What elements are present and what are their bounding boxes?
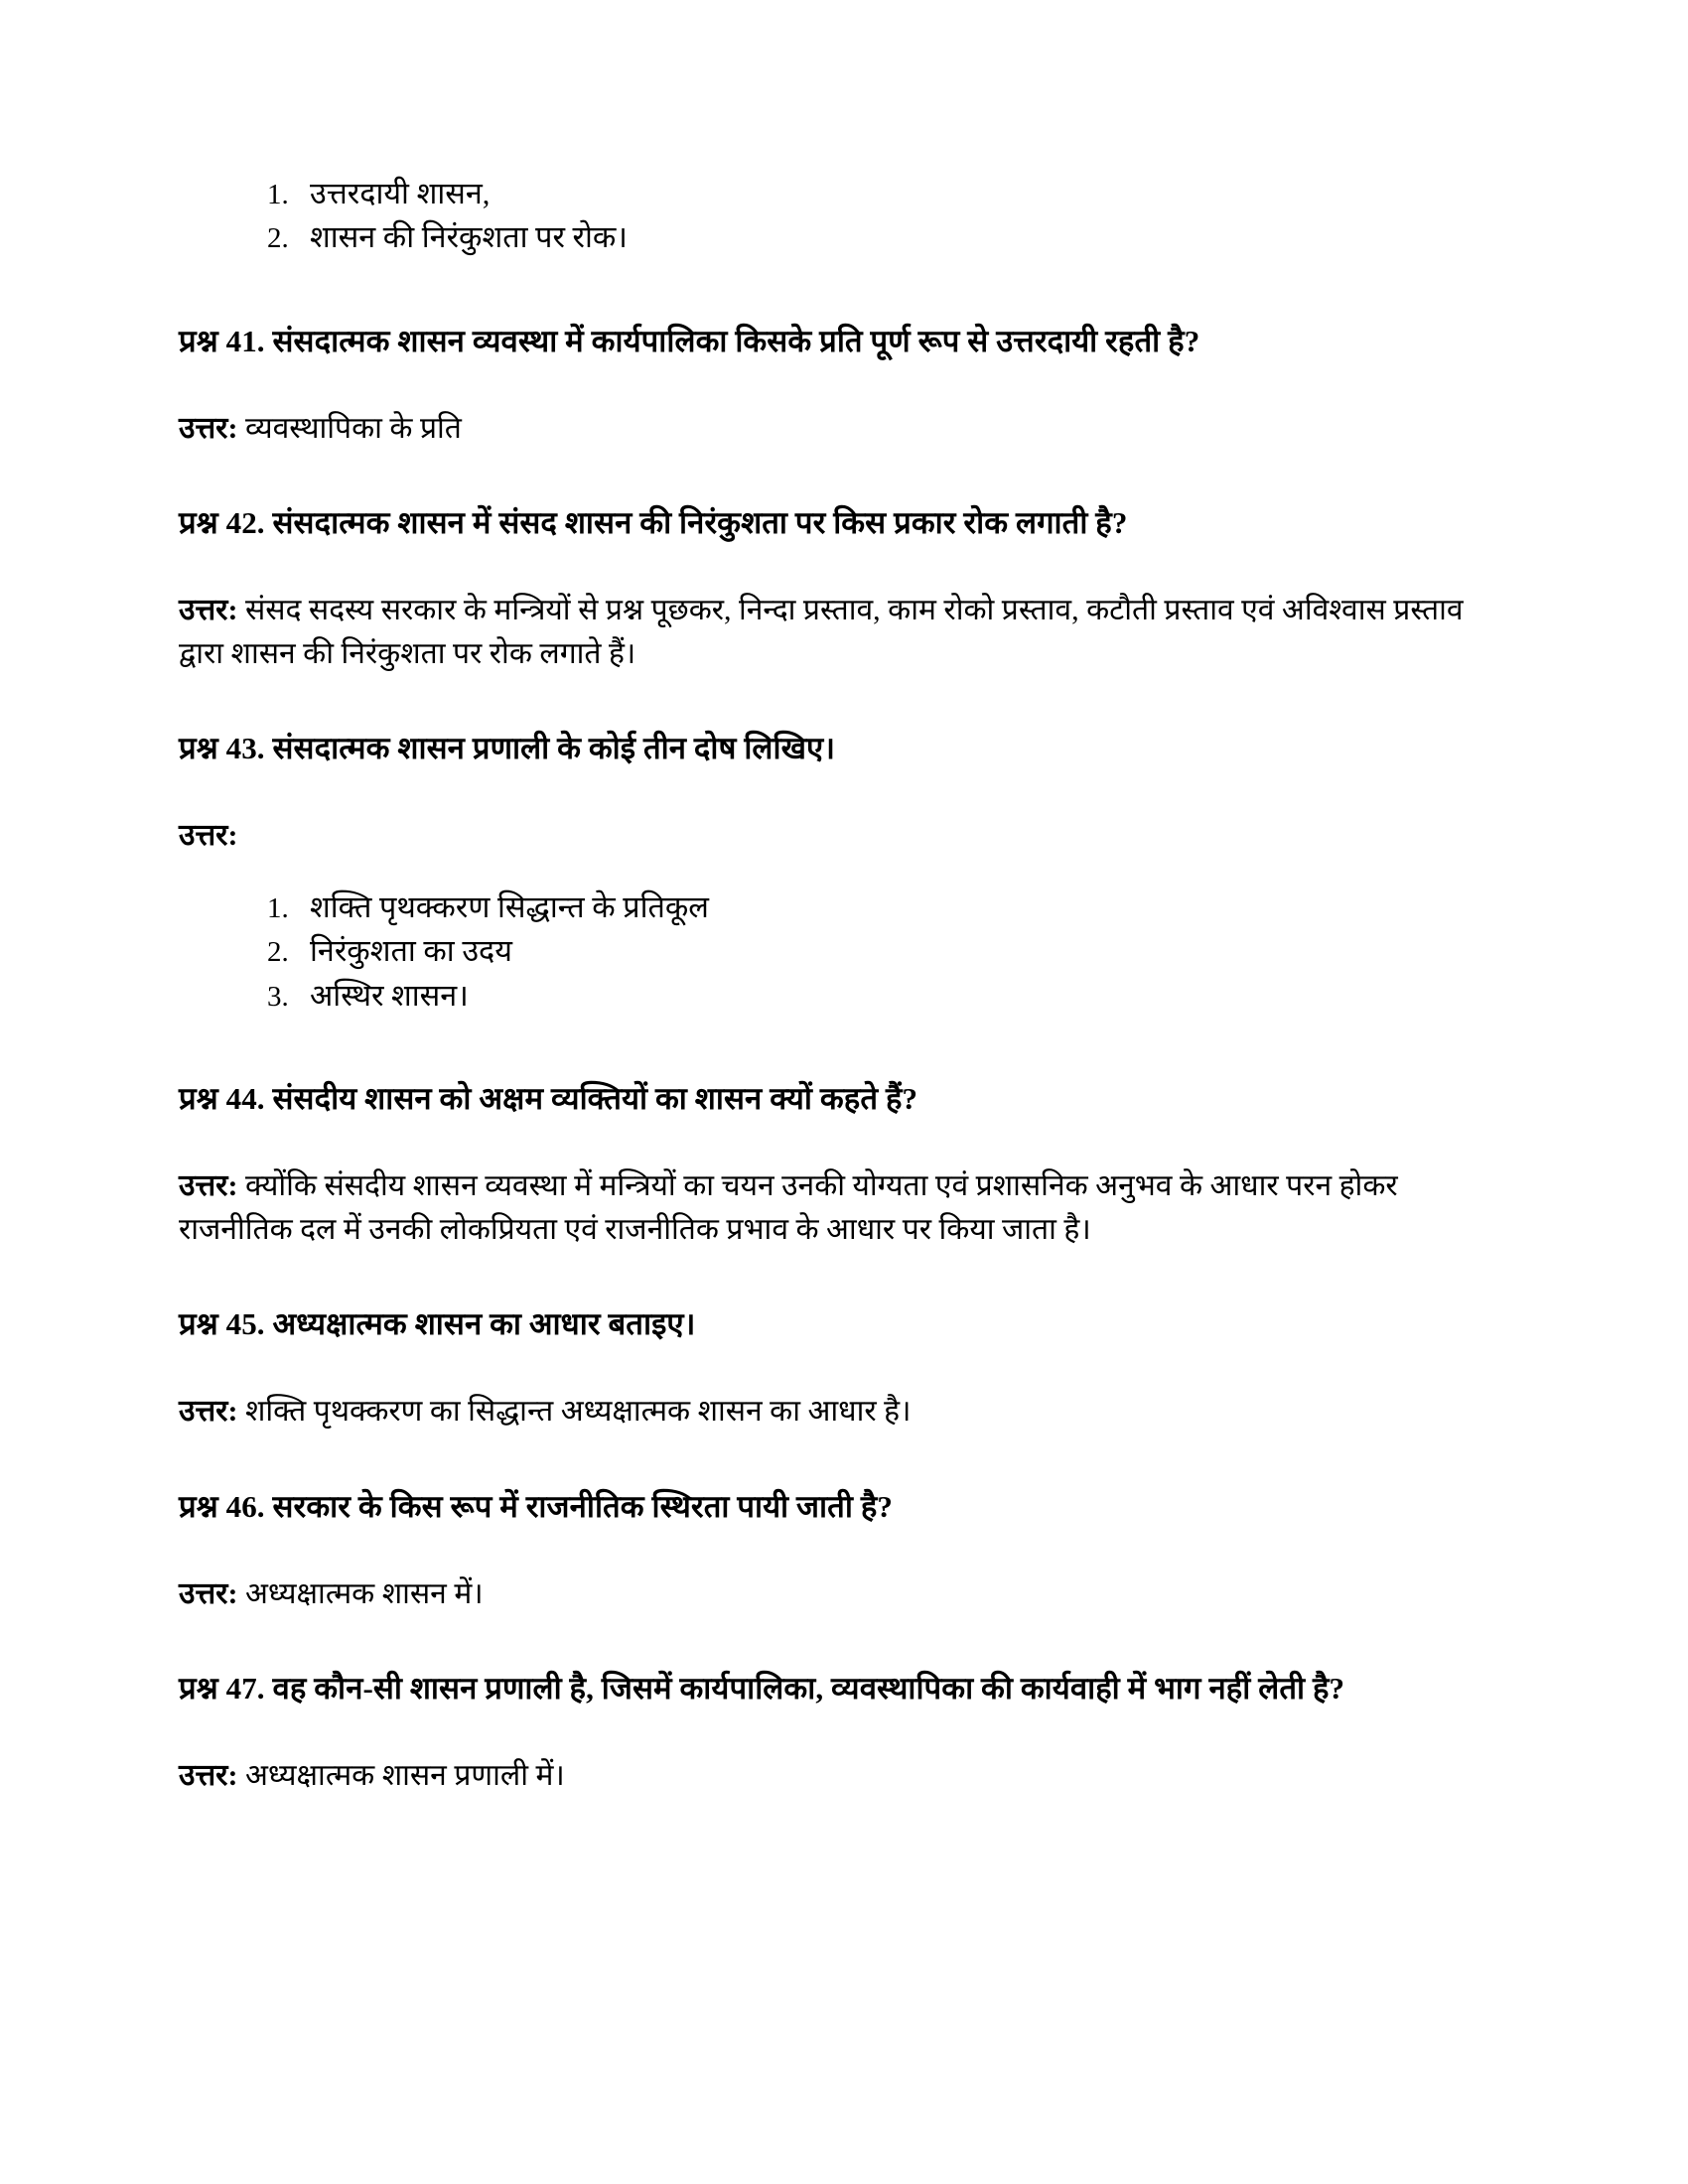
list-item: 1. उत्तरदायी शासन, bbox=[296, 174, 1475, 214]
answer-text: शक्ति पृथक्करण का सिद्धान्त अध्यक्षात्मक शासन का आधार है। bbox=[244, 1395, 912, 1429]
answer-44 bbox=[179, 1164, 1475, 1251]
list-item: 2. शासन की निरंकुशता पर रोक। bbox=[296, 217, 1475, 258]
spacer bbox=[179, 1121, 1475, 1164]
answer-label: उत्तर: bbox=[179, 819, 238, 853]
answer-text: क्योंकि संसदीय शासन व्यवस्था में मन्त्रियों का चयन उनकी योग्यता एवं प्रशासनिक अनुभव के आधार परन होकर राजनीतिक दल में उनकी लोकप्रियता एवं राजनीतिक प्रभाव के आधार पर किया जाता है। bbox=[179, 1169, 1398, 1246]
spacer bbox=[179, 545, 1475, 589]
spacer bbox=[179, 1710, 1475, 1754]
spacer bbox=[179, 450, 1475, 501]
question-41: प्रश्न 41. संसदात्मक शासन व्यवस्था में कार्यपालिका किसके प्रति पूर्ण रूप से उत्तरदायी रहती है? bbox=[179, 323, 1200, 358]
answer-label: उत्तर: bbox=[179, 1576, 238, 1610]
answer-text: अध्यक्षात्मक शासन प्रणाली में। bbox=[244, 1759, 565, 1793]
intro-numbered-list bbox=[179, 174, 1475, 259]
list-item: 2. निरंकुशता का उदय bbox=[296, 931, 1475, 972]
spacer bbox=[179, 675, 1475, 727]
spacer bbox=[179, 1020, 1475, 1077]
answer-46 bbox=[179, 1572, 1475, 1616]
spacer bbox=[179, 1251, 1475, 1302]
question-47: प्रश्न 47. वह कौन-सी शासन प्रणाली है, जिसमें कार्यपालिका, व्यवस्थापिका की कार्यवाही में भाग नहीं लेती है? bbox=[179, 1671, 1345, 1706]
spacer bbox=[179, 262, 1475, 320]
answer-label: उत्तर: bbox=[179, 411, 238, 445]
answer-label: उत्तर: bbox=[179, 1759, 238, 1793]
list-item: 1. शक्ति पृथक्करण सिद्धान्त के प्रतिकूल bbox=[296, 887, 1475, 928]
question-46: प्रश्न 46. सरकार के किस रूप में राजनीतिक स्थिरता पायी जाती है? bbox=[179, 1488, 893, 1524]
answer-text: अध्यक्षात्मक शासन में। bbox=[244, 1576, 484, 1610]
answer-42 bbox=[179, 589, 1475, 675]
list-item: 3. अस्थिर शासन। bbox=[296, 976, 1475, 1017]
answer-label: उत्तर: bbox=[179, 1169, 238, 1203]
question-44: प्रश्न 44. संसदीय शासन को अक्षम व्यक्तियों का शासन क्यों कहते हैं? bbox=[179, 1081, 918, 1117]
spacer bbox=[179, 363, 1475, 407]
spacer bbox=[179, 1529, 1475, 1572]
answer-text: संसद सदस्य सरकार के मन्त्रियों से प्रश्न पूछकर, निन्दा प्रस्ताव, काम रोको प्रस्ताव, कटौती प्रस्ताव एवं अविश्वास प्रस्ताव द्वारा शासन की निरंकुशता पर रोक लगाते हैं। bbox=[179, 594, 1464, 670]
answer-47 bbox=[179, 1754, 1475, 1798]
answer-label: उत्तर: bbox=[179, 1395, 238, 1429]
answer-43 bbox=[179, 814, 1475, 858]
answer-label: उत्तर: bbox=[179, 594, 238, 627]
answer-45 bbox=[179, 1390, 1475, 1433]
spacer bbox=[179, 858, 1475, 887]
answer-41 bbox=[179, 407, 1475, 451]
answer-43-numbered-list bbox=[179, 887, 1475, 1017]
spacer bbox=[179, 1346, 1475, 1390]
question-42: प्रश्न 42. संसदात्मक शासन में संसद शासन की निरंकुशता पर किस प्रकार रोक लगाती है? bbox=[179, 505, 1128, 541]
spacer bbox=[179, 770, 1475, 814]
spacer bbox=[179, 1433, 1475, 1485]
question-45: प्रश्न 45. अध्यक्षात्मक शासन का आधार बताइए। bbox=[179, 1306, 696, 1342]
question-43: प्रश्न 43. संसदात्मक शासन प्रणाली के कोई तीन दोष लिखिए। bbox=[179, 731, 836, 766]
page-content bbox=[179, 174, 1475, 1798]
spacer bbox=[179, 1615, 1475, 1667]
answer-text: व्यवस्थापिका के प्रति bbox=[244, 411, 462, 445]
